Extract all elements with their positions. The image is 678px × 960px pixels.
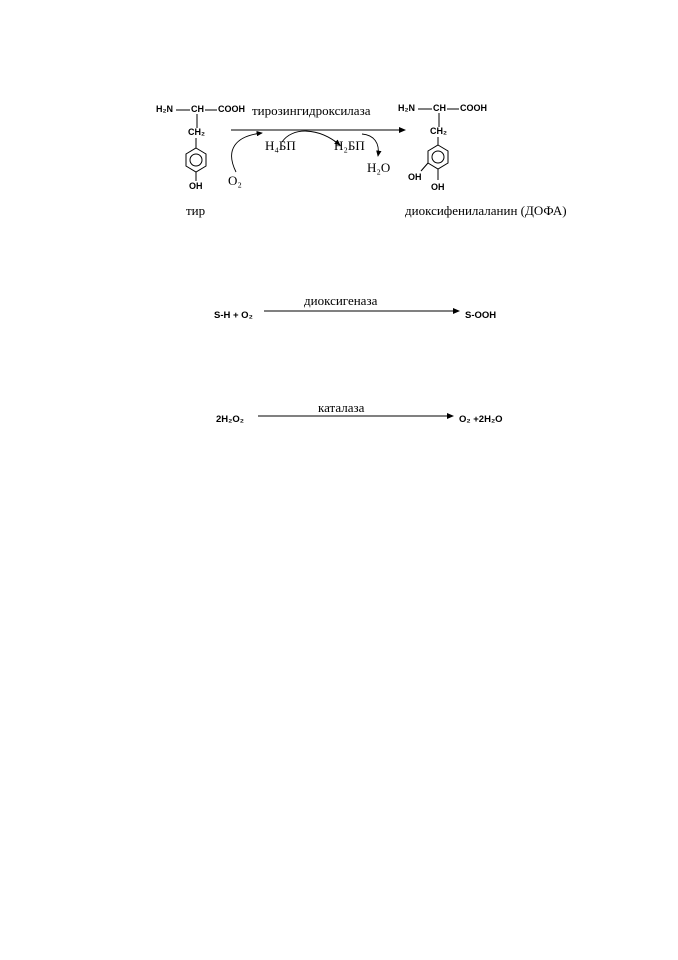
cofactor-in-label: H₄БП bbox=[265, 138, 296, 153]
dopa-methylene: CH₂ bbox=[430, 126, 447, 136]
dopa-amino-group: H₂N bbox=[398, 103, 415, 113]
enzyme-catalase-label: каталаза bbox=[318, 400, 365, 415]
reaction2-reactants: S-H + O₂ bbox=[214, 310, 253, 321]
dopa-name-label: диоксифенилаланин (ДОФА) bbox=[405, 203, 567, 218]
enzyme-dioxygenase-label: диоксигеназа bbox=[304, 293, 378, 308]
tyrosine-name-label: тир bbox=[186, 203, 206, 218]
enzyme-tyrosine-hydroxylase-label: тирозингидроксилаза bbox=[252, 103, 371, 118]
cofactor-out-label: H₂БП bbox=[334, 138, 365, 153]
tyrosine-carboxyl-group: COOH bbox=[218, 104, 245, 114]
reaction3-reactant: 2H₂O₂ bbox=[216, 414, 244, 425]
dopa-alpha-carbon: CH bbox=[433, 103, 446, 113]
tyrosine-amino-group: H₂N bbox=[156, 104, 173, 114]
dopa-hydroxyl-4: OH bbox=[431, 182, 445, 192]
water-label: H₂O bbox=[367, 160, 391, 175]
dopa-carboxyl-group: COOH bbox=[460, 103, 487, 113]
dopa-benzene-ring bbox=[421, 145, 448, 180]
tyrosine-methylene: CH₂ bbox=[188, 127, 205, 137]
reaction3-products: O₂ +2H₂O bbox=[459, 414, 503, 425]
oxygen-curved-arrow bbox=[232, 133, 262, 172]
tyrosine-alpha-carbon: CH bbox=[191, 104, 204, 114]
dopa-hydroxyl-3: OH bbox=[408, 172, 422, 182]
tyrosine-benzene-ring bbox=[186, 148, 206, 181]
tyrosine-hydroxyl: OH bbox=[189, 181, 203, 191]
reaction2-product: S-OOH bbox=[465, 310, 497, 321]
oxygen-label: O₂ bbox=[228, 173, 242, 188]
